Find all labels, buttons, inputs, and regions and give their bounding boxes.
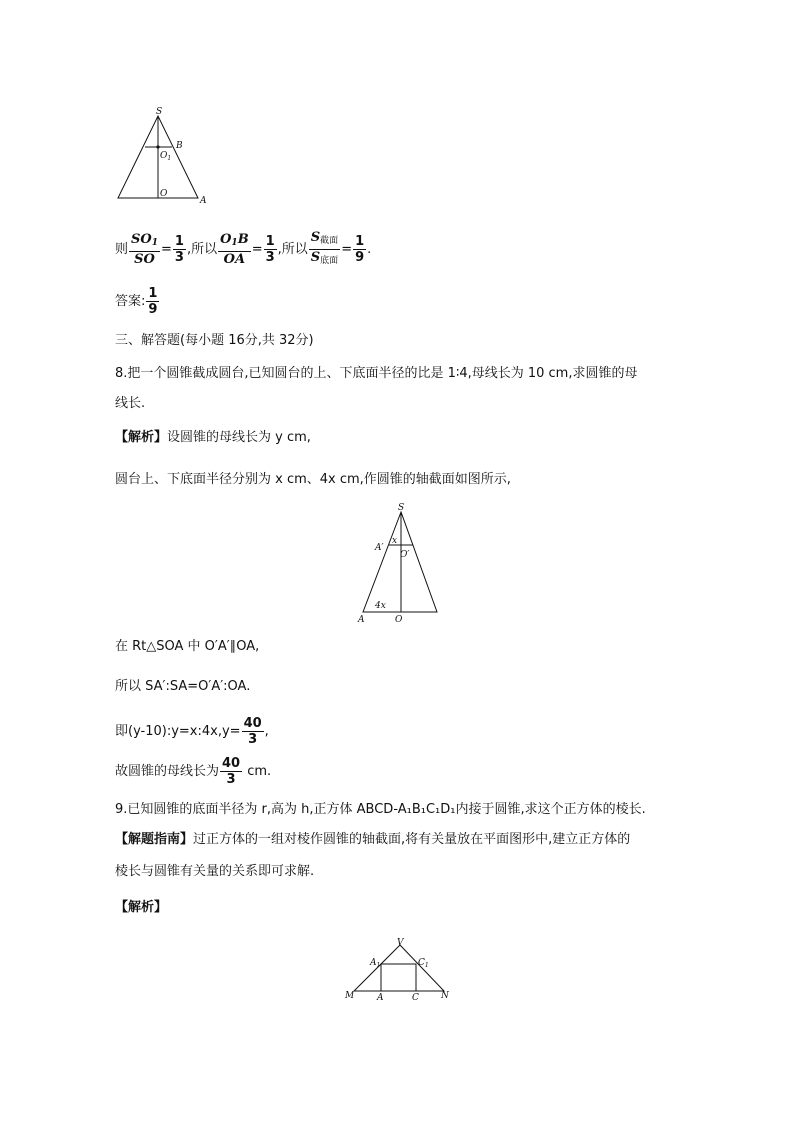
ratio-line: 则 $\frac{SO_1}{SO}$ = $\frac{1}{3}$ ,所以 $\frac{O_1B}{OA}$ = $\frac{1}{3}$ ,所以 $\frac{S_{截面}}{S_{底面}}$ = $\frac{1}{9}$ .: [115, 230, 372, 267]
q8-jiexi: 【解析】设圆锥的母线长为 y cm,: [115, 430, 311, 445]
label-x: x: [392, 536, 398, 546]
label-A: A: [358, 615, 365, 624]
label-C: C: [412, 993, 419, 1003]
label-S: S: [398, 503, 405, 513]
label-V: V: [397, 938, 404, 948]
label-B: B: [176, 141, 183, 151]
label-O: O: [160, 189, 168, 199]
point-o1: [156, 145, 159, 148]
cube-section: [381, 964, 416, 991]
label-C1: $C_1$: [418, 958, 429, 969]
label-O: O: [395, 615, 403, 624]
answer-line: 答案: $\frac{1}{9}$: [115, 286, 158, 317]
figure-cone-cube-section: [340, 936, 458, 1004]
q8-line5: 所以 SA′:SA=O′A′:OA.: [115, 679, 251, 694]
jiexi-tag: 【解析】: [115, 430, 168, 445]
label-O-prime: O′: [400, 550, 410, 560]
figure-cone-section-1: [110, 104, 220, 208]
label-A-prime: A′: [375, 543, 384, 553]
q8-line4: 在 Rt△SOA 中 O′A′∥OA,: [115, 639, 260, 654]
label-M: M: [345, 991, 355, 1001]
q8-line3: 圆台上、下底面半径分别为 x cm、4x cm,作圆锥的轴截面如图所示,: [115, 472, 511, 487]
section-heading: 三、解答题(每小题 16分,共 32分): [115, 333, 314, 348]
figure-cone-section-2: [355, 502, 445, 624]
cone-triangle: [363, 512, 437, 612]
q9-jiexi: 【解析】: [115, 900, 168, 915]
label-A1: $A_1$: [370, 958, 381, 969]
q8-line1: 8.把一个圆锥截成圆台,已知圆台的上、下底面半径的比是 1∶4,母线长为 10 cm,求圆锥的母: [115, 366, 638, 381]
label-S: S: [156, 107, 163, 117]
label-O1: $O_1$: [160, 151, 172, 162]
q9-guide: 【解题指南】过正方体的一组对棱作圆锥的轴截面,将有关量放在平面图形中,建立正方体的: [115, 832, 631, 847]
guide-tag: 【解题指南】: [115, 832, 194, 847]
q9-line1: 9.已知圆锥的底面半径为 r,高为 h,正方体 ABCD-A₁B₁C₁D₁内接于圆锥,求这个正方体的棱长.: [115, 802, 646, 817]
label-4x: 4x: [375, 601, 386, 611]
cone-triangle: [354, 945, 444, 991]
q8-line7: 故圆锥的母线长为 $\frac{40}{3}$ cm.: [115, 756, 272, 787]
label-A: A: [377, 993, 384, 1003]
label-A: A: [200, 196, 207, 206]
label-N: N: [441, 991, 449, 1001]
q8-line2: 线长.: [115, 396, 146, 411]
q9-line3: 棱长与圆锥有关量的关系即可求解.: [115, 864, 315, 879]
q8-line6: 即(y-10):y=x:4x,y= $\frac{40}{3}$ ,: [115, 716, 269, 747]
